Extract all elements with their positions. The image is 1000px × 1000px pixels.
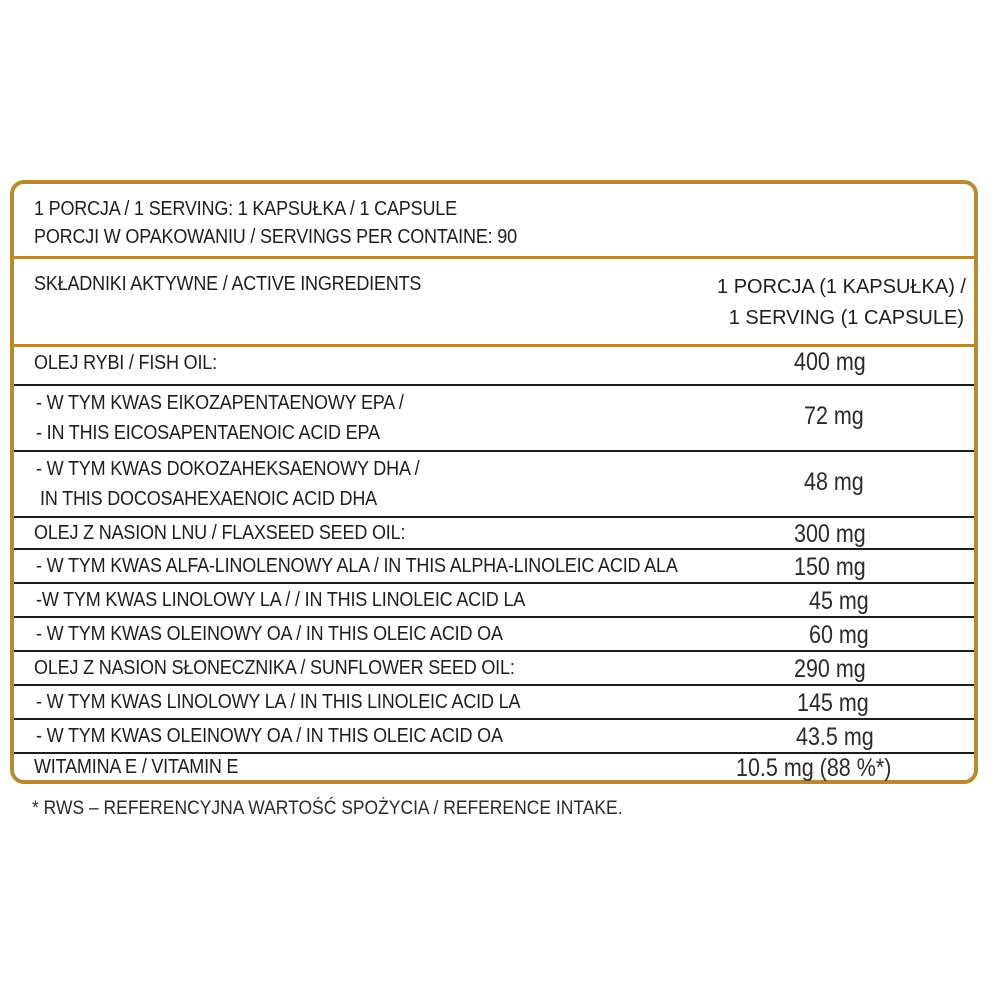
ingredient-amount: 60 mg: [809, 621, 869, 649]
serving-size-text: 1 PORCJA / 1 SERVING: 1 KAPSUŁKA / 1 CAPSULE: [34, 198, 457, 220]
row-divider: [14, 582, 974, 584]
ingredient-amount: 290 mg: [794, 655, 866, 683]
ingredient-name: WITAMINA E / VITAMIN E: [34, 756, 239, 778]
reference-intake-footnote: * RWS – REFERENCYJNA WARTOŚĆ SPOŻYCIA / REFERENCE INTAKE.: [32, 798, 623, 819]
row-divider: [14, 516, 974, 518]
ingredient-amount: 150 mg: [794, 553, 866, 581]
ingredient-name-line2: - IN THIS EICOSAPENTAENOIC ACID EPA: [36, 422, 380, 444]
ingredient-name-line1: - W TYM KWAS EIKOZAPENTAENOWY EPA /: [36, 392, 404, 414]
supplement-facts-panel: [10, 180, 978, 784]
ingredient-name: OLEJ Z NASION LNU / FLAXSEED SEED OIL:: [34, 522, 406, 544]
ingredient-name: - W TYM KWAS LINOLOWY LA / IN THIS LINOLEIC ACID LA: [36, 691, 521, 713]
row-divider: [14, 684, 974, 686]
ingredient-amount: 72 mg: [804, 402, 864, 430]
column-header-divider: [14, 344, 974, 347]
ingredient-amount: 400 mg: [794, 348, 866, 376]
ingredient-amount: 48 mg: [804, 468, 864, 496]
ingredient-name: -W TYM KWAS LINOLOWY LA / / IN THIS LINOLEIC ACID LA: [36, 589, 526, 611]
row-divider: [14, 650, 974, 652]
row-divider: [14, 616, 974, 618]
ingredient-amount: 43.5 mg: [796, 723, 874, 751]
ingredient-amount: 10.5 mg (88 %*): [736, 754, 892, 782]
ingredient-amount: 45 mg: [809, 587, 869, 615]
ingredient-name: - W TYM KWAS ALFA-LINOLENOWY ALA / IN THIS ALPHA-LINOLEIC ACID ALA: [36, 555, 678, 577]
ingredient-amount: 300 mg: [794, 520, 866, 548]
header-divider: [14, 256, 974, 259]
row-divider: [14, 718, 974, 720]
ingredients-column-header: SKŁADNIKI AKTYWNE / ACTIVE INGREDIENTS: [34, 273, 422, 295]
ingredient-name: - W TYM KWAS OLEINOWY OA / IN THIS OLEIC ACID OA: [36, 623, 503, 645]
ingredient-name: OLEJ RYBI / FISH OIL:: [34, 352, 217, 374]
row-divider: [14, 384, 974, 386]
per-serving-column-header-line1: 1 PORCJA (1 KAPSUŁKA) /: [717, 276, 966, 298]
ingredient-name-line1: - W TYM KWAS DOKOZAHEKSAENOWY DHA /: [36, 458, 420, 480]
row-divider: [14, 548, 974, 550]
ingredient-name: OLEJ Z NASION SŁONECZNIKA / SUNFLOWER SEED OIL:: [34, 657, 515, 679]
ingredient-amount: 145 mg: [797, 689, 869, 717]
row-divider: [14, 450, 974, 452]
ingredient-name: - W TYM KWAS OLEINOWY OA / IN THIS OLEIC ACID OA: [36, 725, 503, 747]
per-serving-column-header-line2: 1 SERVING (1 CAPSULE): [728, 307, 964, 329]
ingredient-name-line2: IN THIS DOCOSAHEXAENOIC ACID DHA: [40, 488, 377, 510]
servings-per-container-text: PORCJI W OPAKOWANIU / SERVINGS PER CONTAINE: 90: [34, 226, 517, 248]
